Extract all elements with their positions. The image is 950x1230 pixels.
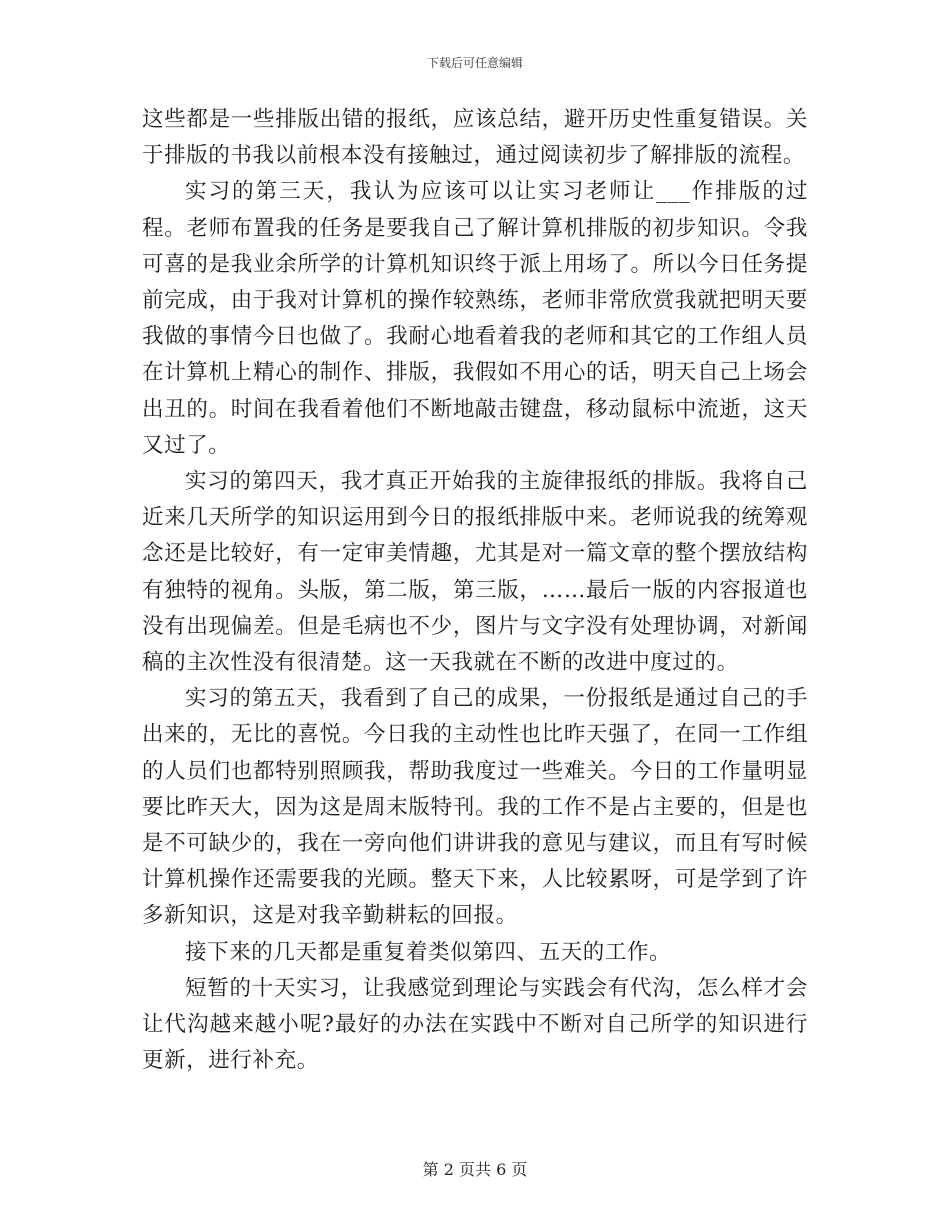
document-body: [142, 102, 808, 1079]
paragraph-continuation: 这些都是一些排版出错的报纸，应该总结，避开历史性重复错误。关于排版的书我以前根本没有接触过，通过阅读初步了解排版的流程。: [142, 107, 808, 169]
paragraph-day-three: 实习的第三天，我认为应该可以让实习老师让___作排版的过程。老师布置我的任务是要我自己了解计算机排版的初步知识。令我可喜的是我业余所学的计算机知识终于派上用场了。所以今日任务提前完成，由于我对计算机的操作较熟练，老师非常欣赏我就把明天要我做的事情今日也做了。我耐心地看着我的老师和其它的工作组人员在计算机上精心的制作、排版，我假如不用心的话，明天自己上场会出丑的。时间在我看着他们不断地敲击键盘，移动鼠标中流逝，这天又过了。: [142, 179, 808, 458]
page-header: 下载后可任意编辑: [426, 56, 523, 70]
page-number: 第 2 页共 6 页: [422, 1160, 528, 1179]
paragraph-day-five: 实习的第五天，我看到了自己的成果，一份报纸是通过自己的手出来的，无比的喜悦。今日我的主动性也比昨天强了，在同一工作组的人员们也都特别照顾我，帮助我度过一些难关。今日的工作量明显要比昨天大，因为这是周末版特刊。我的工作不是占主要的，但是也是不可缺少的，我在一旁向他们讲讲我的意见与建议，而且有写时候计算机操作还需要我的光顾。整天下来，人比较累呀，可是学到了许多新知识，这是对我辛勤耕耘的回报。: [142, 686, 808, 929]
paragraph-summary: 短暂的十天实习，让我感觉到理论与实践会有代沟，怎么样才会让代沟越来越小呢?最好的办法在实践中不断对自己所学的知识进行更新，进行补充。: [142, 975, 808, 1074]
paragraph-day-four: 实习的第四天，我才真正开始我的主旋律报纸的排版。我将自己近来几天所学的知识运用到今日的报纸排版中来。老师说我的统筹观念还是比较好，有一定审美情趣，尤其是对一篇文章的整个摆放结构有独特的视角。头版，第二版，第三版，……最后一版的内容报道也没有出现偏差。但是毛病也不少，图片与文字没有处理协调，对新闻稿的主次性没有很清楚。这一天我就在不断的改进中度过的。: [142, 469, 808, 676]
paragraph-following-days: 接下来的几天都是重复着类似第四、五天的工作。: [185, 939, 672, 965]
